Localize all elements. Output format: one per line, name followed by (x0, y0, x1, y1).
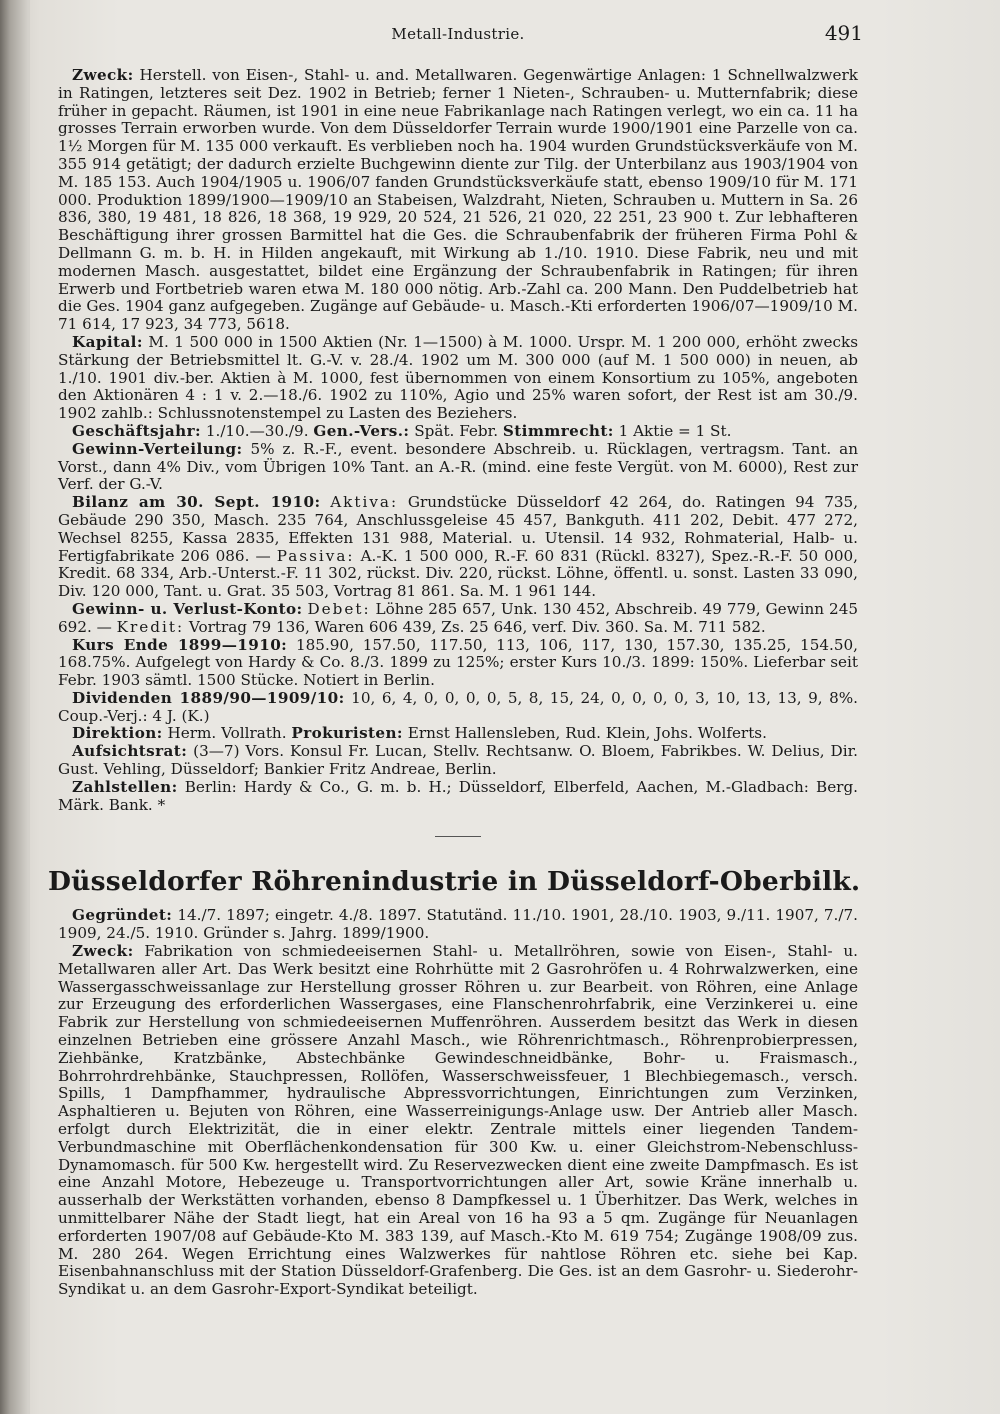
entry-geschaeftsjahr (58, 423, 858, 441)
text-geschaeftsjahr: 1./10.—30./9. (205, 421, 309, 440)
guv-debet-text: Löhne 285 657, Unk. 130 452, Abschreib. 49 779, Gewinn 245 692. — (58, 599, 859, 636)
text-stimmrecht: 1 Aktie = 1 St. (618, 421, 732, 440)
entry-kapital (58, 334, 858, 423)
entry-zweck-2 (58, 943, 858, 1299)
company-heading: Düsseldorfer Röhrenindustrie in Düsseldorf-Oberbilk. (48, 866, 861, 898)
text-kapital: M. 1 500 000 in 1500 Aktien (Nr. 1—1500) à M. 1000. Urspr. M. 1 200 000, erhöht zwecks Stärkung der Betriebsmittel lt. G.-V. v. 28./4. 1902 um M. 300 000 (auf M. 1 500 000) in neuen, ab 1./10. 1901 div.-ber. Aktien à M. 1000, fest übernommen von einem Konsortium zu 105%, angeboten den Aktionären 4 : 1 v. 2.—18./6. 1902 zu 110%, Agio und 25% waren sofort, der Rest ist am 30./9. 1902 zahlb.: Schlussnotenstempel zu Lasten des Beziehers. (58, 332, 859, 423)
entry-direktion (58, 725, 858, 743)
page-number: 491 (824, 21, 863, 45)
bilanz-aktiva-text: Grundstücke Düsseldorf 42 264, do. Ratingen 94 735, Gebäude 290 350, Masch. 235 764, Anschlussgeleise 45 457, Bankguth. 411 202, Debit. 477 272, Wechsel 8255, Kassa 2835, Effekten 131 988, Material. u. Utensil. 14 932, Rohmaterial, Halb- u. Fertigfabrikate 206 086. — (58, 493, 859, 565)
guv-kredit-word: Kredit: (116, 617, 185, 636)
section-separator (435, 836, 481, 837)
text-aufsichtsrat: (3—7) Vors. Konsul Fr. Lucan, Stellv. Rechtsanw. O. Bloem, Fabrikbes. W. Delius, Dir. Gust. Vehling, Düsseldorf; Bankier Fritz Andreae, Berlin. (58, 742, 859, 779)
label-aufsichtsrat: Aufsichtsrat: (72, 742, 188, 761)
text-zweck-2: Fabrikation von schmiedeeisernen Stahl- u. Metallröhren, sowie von Eisen-, Stahl- u. Metallwaren aller Art. Das Werk besitzt eine Rohrhütte mit 2 Gasrohröfen u. 4 Rohrwalzwerken, eine Wassergasschweissanlage zur Herstellung grosser Röhren u. zur Bearbeit. von Röhren, eine Anlage zur Erzeugung des erforderlichen Wassergases, eine Flanschenrohrfabrik, eine Verzinkerei u. eine Fabrik zur Herstellung von schmiedeeisernen Muffenröhren. Ausserdem besitzt das Werk in diesen einzelnen Betrieben eine grössere Anzahl Masch., wie Röhrenrichtmasch., Röhrenprobierpressen, Ziehbänke, Kratzbänke, Abstechbänke Gewindeschneidbänke, Bohr- u. Fraismasch., Bohrrohrdrehbänke, Stauchpressen, Rollöfen, Wasserschweissfeuer, 1 Blechbiegemasch., versch. Spills, 1 Dampfhammer, hydraulische Abpressvorrichtungen, Einrichtungen zum Verzinken, Asphaltieren u. Bejuten von Röhren, eine Wasserreinigungs-Anlage usw. Der Antrieb aller Masch. erfolgt durch Elektrizität, die in einer elektr. Zentrale mittels einer liegenden Tandem-Verbundmaschine mit Oberflächenkondensation für 300 Kw. u. einer Gleichstrom-Nebenschluss-Dynamomasch. für 500 Kw. hergestellt wird. Zu Reservezwecken dient eine zweite Dampfmasch. Es ist eine Anzahl Motore, Hebezeuge u. Transportvorrichtungen aller Art, sowie Kräne innerhalb u. ausserhalb der Werkstätten vorhanden, ebenso 8 Dampfkessel u. 1 Überhitzer. Das Werk, welches in unmittelbarer Nähe der Stadt liegt, hat ein Areal von 16 ha 93 a 5 qm. Zugänge für Neuanlagen erforderten 1907/08 auf Gebäude-Kto M. 383 139, auf Masch.-Kto M. 619 754; Zugänge 1908/09 zus. M. 280 264. Wegen Errichtung eines Walzwerkes für nahtlose Röhren etc. siehe bei Kap. Eisenbahnanschluss mit der Station Düsseldorf-Grafenberg. Die Ges. ist an dem Gasrohr- u. Siederohr-Syndikat u. an dem Gasrohr-Export-Syndikat beteiligt. (58, 942, 858, 1299)
label-prokuristen: Prokuristen: (291, 724, 403, 743)
label-bilanz: Bilanz am 30. Sept. 1910: (72, 493, 321, 512)
label-zweck-2: Zweck: (72, 942, 134, 961)
label-zahlstellen: Zahlstellen: (72, 777, 178, 796)
entry-bilanz (58, 494, 858, 601)
guv-kredit-text: Vortrag 79 136, Waren 606 439, Zs. 25 646, verf. Div. 360. Sa. M. 711 582. (188, 617, 766, 636)
label-kurs: Kurs Ende 1899—1910: (72, 635, 288, 654)
label-gewinn-verteilung: Gewinn-Verteilung: (72, 439, 243, 458)
text-zweck: Herstell. von Eisen-, Stahl- u. and. Metallwaren. Gegenwärtige Anlagen: 1 Schnellwalzwerk in Ratingen, letzteres seit Dez. 1902 in Betrieb; ferner 1 Nieten-, Schrauben- u. Mutternfabrik; diese früher in gepacht. Räumen, ist 1901 in eine neue Fabrikanlage nach Ratingen verlegt, wo ein ca. 11 ha grosses Terrain erworben wurde. Von dem Düsseldorfer Terrain wurde 1900/1901 eine Parzelle von ca. 1½ Morgen für M. 135 000 verkauft. Es verblieben noch ha. 1904 wurden Grundstücksverkäufe von M. 355 914 getätigt; der dadurch erzielte Buchgewinn diente zur Tilg. der Unterbilanz aus 1903/1904 von M. 185 153. Auch 1904/1905 u. 1906/07 fanden Grundstücksverkäufe statt, ebenso 1909/10 für M. 171 000. Produktion 1899/1900—1909/10 an Stabeisen, Walzdraht, Nieten, Schrauben u. Muttern in Sa. 26 836, 380, 19 481, 18 826, 18 368, 19 929, 20 524, 21 526, 21 020, 22 251, 23 900 t. Zur lebhafteren Beschäftigung ihrer grossen Barmittel hat die Ges. die Schraubenfabrik der früheren Firma Pohl & Dellmann G. m. b. H. in Hilden angekauft, mit Wirkung ab 1./10. 1910. Diese Fabrik, neu und mit modernen Masch. ausgestattet, bildet eine Ergänzung der Schraubenfabrik in Ratingen; für ihren Erwerb und Fortbetrieb waren etwa M. 180 000 nötig. Arb.-Zahl ca. 200 Mann. Den Puddelbetrieb hat die Ges. 1904 ganz aufgegeben. Zugänge auf Gebäude- u. Masch.-Kti erforderten 1906/07—1909/10 M. 71 614, 17 923, 34 773, 5618. (58, 66, 858, 334)
running-title: Metall-Industrie. (391, 25, 525, 43)
binding-gutter (0, 0, 30, 1414)
entry-gewinn-verteilung (58, 441, 858, 494)
label-kapital: Kapital: (72, 332, 143, 351)
entry-aufsichtsrat (58, 743, 858, 779)
text-gewinn-verteilung: 5% z. R.-F., event. besondere Abschreib. u. Rücklagen, vertragsm. Tant. an Vorst., dann 4% Div., vom Übrigen 10% Tant. an A.-R. (mind. eine feste Vergüt. von M. 6000), Rest zur Verf. der G.-V. (58, 439, 859, 494)
entry-kurs (58, 637, 858, 690)
bilanz-aktiva-word: Aktiva: (330, 493, 399, 512)
text-dividenden: 10, 6, 4, 0, 0, 0, 0, 5, 8, 15, 24, 0, 0, 0, 0, 3, 10, 13, 13, 9, 8%. Coup.-Verj.: 4 J. (K.) (58, 688, 859, 725)
running-head (58, 20, 863, 50)
text-kurs: 185.90, 157.50, 117.50, 113, 106, 117, 130, 157.30, 135.25, 154.50, 168.75%. Aufgelegt von Hardy & Co. 8./3. 1899 zu 125%; erster Kurs 10./3. 1899: 150%. Lieferbar seit Febr. 1903 sämtl. 1500 Stücke. Notiert in Berlin. (58, 635, 858, 690)
label-genvers: Gen.-Vers.: (313, 421, 410, 440)
text-direktion: Herm. Vollrath. (167, 724, 287, 743)
label-geschaeftsjahr: Geschäftsjahr: (72, 421, 201, 440)
label-zweck: Zweck: (72, 66, 134, 84)
entry-zweck (58, 67, 858, 334)
guv-debet-word: Debet: (307, 599, 371, 618)
label-dividenden: Dividenden 1889/90—1909/10: (72, 688, 345, 707)
bilanz-passiva-text: A.-K. 1 500 000, R.-F. 60 831 (Rückl. 8327), Spez.-R.-F. 50 000, Kredit. 68 334, Arb.-Unterst.-F. 11 302, rückst. Div. 220, rückst. Löhne, öffentl. u. sonst. Lasten 33 090, Div. 120 000, Tant. u. Grat. 35 503, Vortrag 81 861. Sa. M. 1 961 144. (58, 546, 858, 601)
label-gewinn-verlust: Gewinn- u. Verlust-Konto: (72, 599, 303, 618)
entry-zahlstellen (58, 779, 858, 815)
text-gegruendet: 14./7. 1897; eingetr. 4./8. 1897. Statutänd. 11./10. 1901, 28./10. 1903, 9./11. 1907, 7./7. 1909, 24./5. 1910. Gründer s. Jahrg. 1899/1900. (58, 906, 858, 943)
entry-gegruendet (58, 907, 858, 943)
entry-gewinn-verlust (58, 601, 858, 637)
text-prokuristen: Ernst Hallensleben, Rud. Klein, Johs. Wolferts. (407, 724, 767, 743)
page-content (48, 20, 863, 1299)
label-stimmrecht: Stimmrecht: (502, 421, 614, 440)
text-genvers: Spät. Febr. (414, 421, 499, 440)
entry-dividenden (58, 690, 858, 726)
text-zahlstellen: Berlin: Hardy & Co., G. m. b. H.; Düsseldorf, Elberfeld, Aachen, M.-Gladbach: Berg. Märk. Bank. * (58, 777, 858, 814)
label-gegruendet: Gegründet: (72, 906, 173, 925)
bilanz-passiva-word: Passiva: (276, 546, 355, 565)
label-direktion: Direktion: (72, 724, 163, 743)
